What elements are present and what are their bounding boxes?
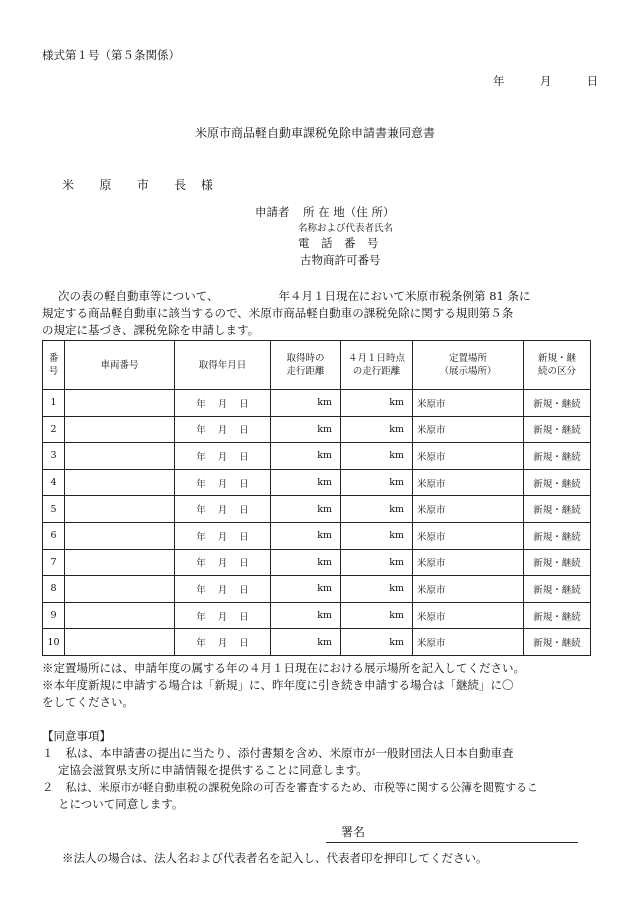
row-acquired-cell[interactable]: 年 月 日 — [175, 549, 271, 576]
row-distance-acquired-cell[interactable]: km — [271, 576, 341, 603]
row-distance-april-cell[interactable]: km — [341, 496, 413, 523]
table-row — [43, 416, 591, 443]
table-row — [43, 522, 591, 549]
row-acquired-cell[interactable]: 年 月 日 — [175, 602, 271, 629]
consent-item2a: 私は、米原市が軽自動車税の課税免除の可否を審査するため、市税等に関する公簿を閲覧するこ — [65, 781, 539, 794]
row-number: 3 — [43, 443, 65, 470]
addressee-name: 米 原 市 長 — [62, 178, 198, 192]
date-day: 日 — [586, 74, 599, 88]
row-number: 8 — [43, 576, 65, 603]
table-row — [43, 496, 591, 523]
table-row — [43, 390, 591, 417]
row-plate-cell[interactable] — [65, 416, 175, 443]
date-month: 月 — [539, 74, 552, 88]
row-type-cell[interactable]: 新規・継続 — [524, 416, 591, 443]
row-place-cell[interactable]: 米原市 — [413, 390, 524, 417]
row-distance-april-cell[interactable]: km — [341, 629, 413, 656]
document-title: 米原市商品軽自動車課税免除申請書兼同意書 — [194, 126, 435, 140]
intro-line3: の規定に基づき、課税免除を申請します。 — [42, 323, 260, 337]
row-distance-april-cell[interactable]: km — [341, 522, 413, 549]
row-type-cell[interactable]: 新規・継続 — [524, 390, 591, 417]
row-acquired-cell[interactable]: 年 月 日 — [175, 629, 271, 656]
header-number: 番号 — [43, 341, 65, 390]
consent-item2-no: ２ — [42, 780, 54, 794]
row-number: 1 — [43, 390, 65, 417]
row-type-cell[interactable]: 新規・継続 — [524, 469, 591, 496]
row-distance-acquired-cell[interactable]: km — [271, 390, 341, 417]
row-type-cell[interactable]: 新規・継続 — [524, 629, 591, 656]
row-distance-april-cell[interactable]: km — [341, 443, 413, 470]
row-place-cell[interactable]: 米原市 — [413, 443, 524, 470]
row-distance-acquired-cell[interactable]: km — [271, 469, 341, 496]
addressee-honorific: 様 — [200, 178, 213, 192]
row-plate-cell[interactable] — [65, 549, 175, 576]
row-distance-april-cell[interactable]: km — [341, 416, 413, 443]
row-distance-april-cell[interactable]: km — [341, 469, 413, 496]
addressee — [62, 176, 213, 193]
row-plate-cell[interactable] — [65, 443, 175, 470]
header-acquired: 取得年月日 — [175, 341, 271, 390]
row-number: 4 — [43, 469, 65, 496]
row-number: 9 — [43, 602, 65, 629]
table-header-row — [43, 341, 591, 390]
vehicle-table — [42, 340, 591, 656]
row-type-cell[interactable]: 新規・継続 — [524, 576, 591, 603]
note-1: ※定置場所には、申請年度の属する年の４月１日現在における展示場所を記入してください。 — [42, 661, 525, 675]
row-place-cell[interactable]: 米原市 — [413, 496, 524, 523]
applicant-phone-label: 電 話 番 号 — [298, 236, 379, 250]
row-place-cell[interactable]: 米原市 — [413, 549, 524, 576]
row-acquired-cell[interactable]: 年 月 日 — [175, 576, 271, 603]
row-type-cell[interactable]: 新規・継続 — [524, 549, 591, 576]
consent-section — [42, 728, 592, 813]
row-type-cell[interactable]: 新規・継続 — [524, 496, 591, 523]
applicant-label: 申請者 — [255, 205, 290, 219]
note-2b: をしてください。 — [42, 695, 134, 709]
row-plate-cell[interactable] — [65, 496, 175, 523]
footer-note: ※法人の場合は、法人名および代表者名を記入し、代表者印を押印してください。 — [62, 851, 488, 865]
row-number: 10 — [43, 629, 65, 656]
table-row — [43, 602, 591, 629]
row-place-cell[interactable]: 米原市 — [413, 469, 524, 496]
row-acquired-cell[interactable]: 年 月 日 — [175, 416, 271, 443]
row-plate-cell[interactable] — [65, 469, 175, 496]
intro-paragraph — [42, 288, 592, 339]
row-number: 6 — [43, 522, 65, 549]
intro-line1a: 次の表の軽自動車等について、 — [58, 289, 219, 303]
row-acquired-cell[interactable]: 年 月 日 — [175, 496, 271, 523]
row-type-cell[interactable]: 新規・継続 — [524, 602, 591, 629]
date-line — [493, 73, 598, 89]
table-row — [43, 629, 591, 656]
row-number: 5 — [43, 496, 65, 523]
row-acquired-cell[interactable]: 年 月 日 — [175, 522, 271, 549]
row-place-cell[interactable]: 米原市 — [413, 416, 524, 443]
row-acquired-cell[interactable]: 年 月 日 — [175, 390, 271, 417]
row-number: 2 — [43, 416, 65, 443]
table-row — [43, 576, 591, 603]
applicant-name-label: 名称および代表者氏名 — [298, 223, 394, 234]
row-plate-cell[interactable] — [65, 390, 175, 417]
row-distance-acquired-cell[interactable]: km — [271, 549, 341, 576]
row-distance-acquired-cell[interactable]: km — [271, 602, 341, 629]
signature-line[interactable] — [326, 842, 578, 843]
header-place: 定置場所 （展示場所） — [413, 341, 524, 390]
row-distance-acquired-cell[interactable]: km — [271, 443, 341, 470]
row-distance-april-cell[interactable]: km — [341, 576, 413, 603]
intro-line1b: 年４月１日現在において米原市税条例第 81 条に — [278, 289, 531, 303]
row-plate-cell[interactable] — [65, 629, 175, 656]
row-distance-acquired-cell[interactable]: km — [271, 629, 341, 656]
row-plate-cell[interactable] — [65, 522, 175, 549]
header-plate: 車両番号 — [65, 341, 175, 390]
consent-item1-no: １ — [42, 746, 54, 760]
form-number: 様式第１号（第５条関係） — [42, 48, 180, 62]
consent-item1b: 定協会滋賀県支所に申請情報を提供することに同意します。 — [58, 763, 368, 777]
row-place-cell[interactable]: 米原市 — [413, 576, 524, 603]
table-row — [43, 549, 591, 576]
intro-line2: 規定する商品軽自動車に該当するので、米原市商品軽自動車の課税免除に関する規則第５条 — [42, 306, 514, 320]
row-distance-acquired-cell[interactable]: km — [271, 416, 341, 443]
row-place-cell[interactable]: 米原市 — [413, 602, 524, 629]
row-distance-acquired-cell[interactable]: km — [271, 496, 341, 523]
row-plate-cell[interactable] — [65, 602, 175, 629]
applicant-license-label: 古物商許可番号 — [300, 253, 381, 267]
row-distance-acquired-cell[interactable]: km — [271, 522, 341, 549]
header-type: 新規・継 続の区分 — [524, 341, 591, 390]
row-place-cell[interactable]: 米原市 — [413, 522, 524, 549]
table-row — [43, 443, 591, 470]
row-distance-april-cell[interactable]: km — [341, 602, 413, 629]
row-type-cell[interactable]: 新規・継続 — [524, 443, 591, 470]
applicant-address-label: 所 在 地（住 所） — [303, 205, 395, 219]
row-place-cell[interactable]: 米原市 — [413, 629, 524, 656]
header-distance-april: ４月１日時点 の走行距離 — [341, 341, 413, 390]
row-type-cell[interactable]: 新規・継続 — [524, 522, 591, 549]
date-year: 年 — [493, 74, 505, 88]
row-acquired-cell[interactable]: 年 月 日 — [175, 469, 271, 496]
header-distance-acquired: 取得時の 走行距離 — [271, 341, 341, 390]
row-acquired-cell[interactable]: 年 月 日 — [175, 443, 271, 470]
row-number: 7 — [43, 549, 65, 576]
row-distance-april-cell[interactable]: km — [341, 390, 413, 417]
row-distance-april-cell[interactable]: km — [341, 549, 413, 576]
consent-item2b: とについて同意します。 — [58, 797, 184, 811]
consent-heading: 【同意事項】 — [42, 729, 111, 743]
consent-item1a: 私は、本申請書の提出に当たり、添付書類を含め、米原市が一般財団法人日本自動車査 — [65, 746, 514, 760]
row-plate-cell[interactable] — [65, 576, 175, 603]
notes — [42, 660, 592, 711]
signature-label: 署名 — [341, 825, 366, 839]
note-2a: ※本年度新規に申請する場合は「新規」に、昨年度に引き続き申請する場合は「継続」に〇 — [42, 678, 514, 692]
table-row — [43, 469, 591, 496]
